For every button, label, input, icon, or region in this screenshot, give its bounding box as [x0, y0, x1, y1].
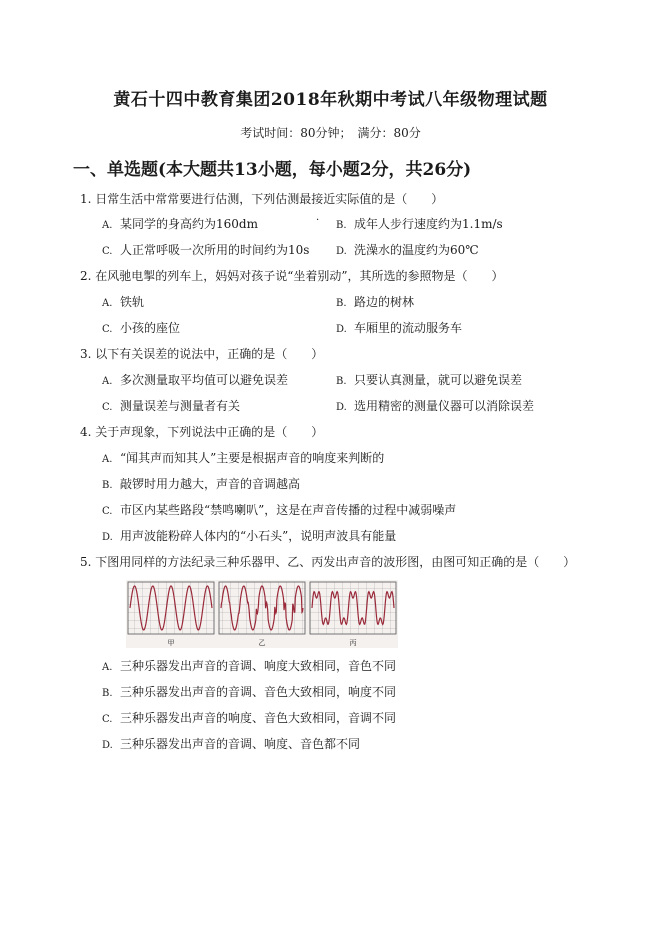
section-heading: 一、单选题(本大题共13小题，每小题2分，共26分): [73, 160, 472, 180]
waveform-label-yi: 乙: [258, 639, 266, 647]
question-1-stem: 1. 日常生活中常常要进行估测，下列估测最接近实际值的是（ ）: [80, 192, 444, 206]
q5-option-c: C. 三种乐器发出声音的响度、音色大致相同，音调不同: [102, 711, 397, 725]
q2-option-c: C. 小孩的座位: [102, 321, 181, 335]
waveform-figure: [126, 580, 398, 648]
q5-option-a: A. 三种乐器发出声音的音调、响度大致相同，音色不同: [102, 659, 397, 673]
question-5-stem: 5. 下图用同样的方法纪录三种乐器甲、乙、丙发出声音的波形图，由图可知正确的是（ ）: [80, 555, 576, 569]
q1-option-c: C. 人正常呼吸一次所用的时间约为10s: [102, 243, 310, 257]
q4-option-c: C. 市区内某些路段“禁鸣喇叭”，这是在声音传播的过程中减弱噪声: [102, 503, 457, 517]
q1-option-d: D. 洗澡水的温度约为60℃: [336, 243, 479, 257]
q4-option-b: B. 敲锣时用力越大，声音的音调越高: [102, 477, 301, 491]
question-4-stem: 4. 关于声现象，下列说法中正确的是（ ）: [80, 425, 324, 439]
q3-option-d: D. 选用精密的测量仪器可以消除误差: [336, 399, 535, 413]
exam-title: 黄石十四中教育集团2018年秋期中考试八年级物理试题: [113, 90, 548, 110]
q3-option-c: C. 测量误差与测量者有关: [102, 399, 241, 413]
q4-option-a: A. “闻其声而知其人”主要是根据声音的响度来判断的: [102, 451, 385, 465]
q5-option-b: B. 三种乐器发出声音的音调、音色大致相同，响度不同: [102, 685, 397, 699]
question-2-stem: 2. 在风驰电掣的列车上，妈妈对孩子说“坐着别动”，其所选的参照物是（ ）: [80, 269, 504, 283]
q2-option-b: B. 路边的树林: [336, 295, 415, 309]
q3-option-b: B. 只要认真测量，就可以避免误差: [336, 373, 523, 387]
q4-option-d: D. 用声波能粉碎人体内的“小石头”，说明声波具有能量: [102, 529, 397, 543]
q5-option-d: D. 三种乐器发出声音的音调、响度、音色都不同: [102, 737, 361, 751]
stray-dot: ·: [316, 215, 320, 226]
exam-info: 考试时间：80分钟； 满分：80分: [240, 126, 421, 140]
waveform-label-jia: 甲: [167, 639, 175, 647]
waveform-panel-jia: [128, 582, 214, 634]
q1-option-b: B. 成年人步行速度约为1.1m/s: [336, 217, 503, 231]
q1-option-a: A. 某同学的身高约为160dm: [102, 217, 258, 231]
waveform-panel-bing: [310, 582, 396, 634]
q3-option-a: A. 多次测量取平均值可以避免误差: [102, 373, 289, 387]
q2-option-d: D. 车厢里的流动服务车: [336, 321, 463, 335]
waveform-label-bing: 丙: [349, 639, 357, 647]
question-3-stem: 3. 以下有关误差的说法中，正确的是（ ）: [80, 347, 324, 361]
q2-option-a: A. 铁轨: [102, 295, 145, 309]
